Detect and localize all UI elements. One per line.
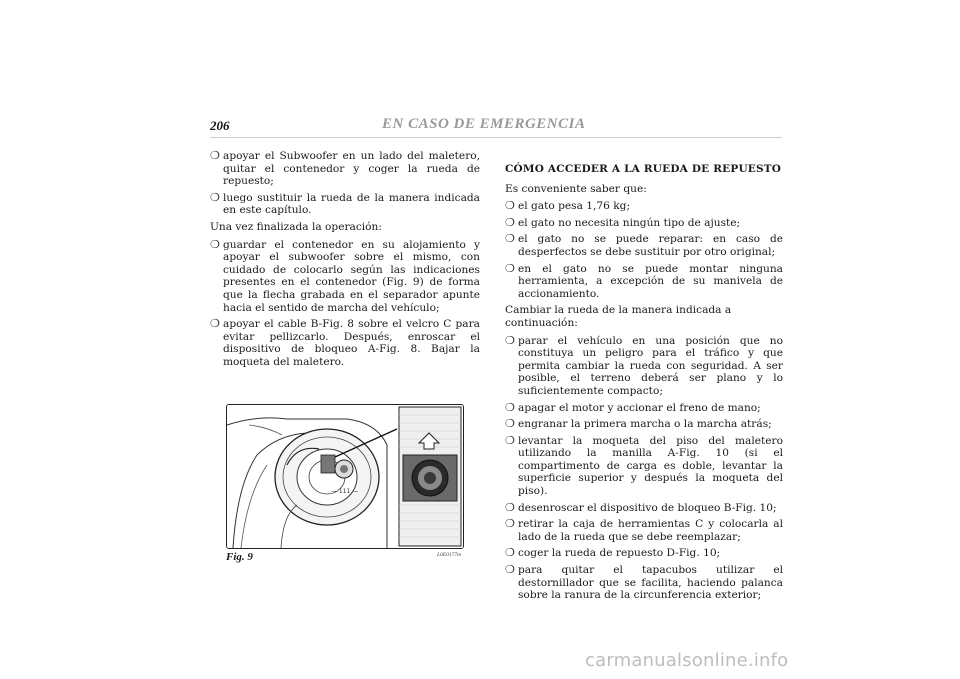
bullet-text: en el gato no se puede montar ninguna herramienta, a excepción de su manivela de accionamiento. — [518, 262, 783, 300]
bullet-text: el gato no necesita ningún tipo de ajuste; — [518, 216, 741, 229]
figure-code: L0E0177m — [437, 552, 462, 558]
bullet-item — [505, 518, 783, 543]
bullet-text: luego sustituir la rueda de la manera indicada en este capítulo. — [223, 191, 480, 217]
right-bullets-1 — [505, 200, 783, 300]
left-intro-after: Una vez finalizada la operación: — [210, 220, 382, 233]
page-number: 206 — [210, 118, 230, 133]
right-intro-2: Cambiar la rueda de la manera indicada a continuación: — [505, 304, 732, 329]
bullet-item — [505, 200, 783, 213]
header-divider — [210, 137, 782, 138]
bullet-item — [210, 192, 480, 217]
bullet-mark: ❍ — [210, 149, 220, 162]
bullet-text: el gato no se puede reparar: en caso de desperfectos se debe sustituir por otro original; — [518, 233, 783, 258]
bullet-item — [505, 564, 783, 602]
left-bullets-top — [210, 150, 480, 217]
bullet-text: apagar el motor y accionar el freno de mano; — [518, 401, 761, 414]
bullet-item — [505, 217, 783, 230]
bullet-mark: ❍ — [505, 517, 515, 531]
bullet-mark: ❍ — [505, 433, 515, 447]
bullet-item — [505, 233, 783, 258]
bullet-mark: ❍ — [505, 261, 515, 275]
section-heading: CÓMO ACCEDER A LA RUEDA DE REPUESTO — [505, 163, 782, 175]
bullet-item — [505, 547, 783, 560]
right-column — [505, 163, 783, 606]
bullet-text: guardar el contenedor en su alojamiento y apoyar el subwoofer sobre el mismo, con cuidado de colocarlo según las indicaciones presentes en el contenedor (Fig. 9) de forma que la flecha grabada en el separador apunte hacia el sentido de marcha del vehículo; — [223, 238, 480, 314]
bullet-text: apoyar el Subwoofer en un lado del maletero, quitar el contenedor y coger la rueda de repuesto; — [223, 150, 480, 188]
bullet-text: parar el vehículo en una posición que no constituya un peligro para el tráfico y que permita cambiar la rueda con seguridad. A ser posible, el terreno deberá ser plano y lo suficientemente compacto; — [518, 334, 783, 397]
trunk-illustration — [226, 404, 464, 549]
bullet-mark: ❍ — [210, 237, 220, 251]
bullet-mark: ❍ — [210, 317, 220, 331]
bullet-item — [505, 418, 783, 431]
bullet-mark: ❍ — [505, 400, 515, 414]
figure-caption: Fig. 9 — [226, 551, 253, 563]
bullet-mark: ❍ — [505, 215, 515, 229]
bullet-item — [505, 502, 783, 515]
bullet-mark: ❍ — [505, 199, 515, 213]
left-column — [210, 150, 480, 373]
bullet-mark: ❍ — [505, 500, 515, 514]
bullet-text: apoyar el cable B-Fig. 8 sobre el velcro C para evitar pellizcarlo. Después, enroscar el dispositivo de bloqueo A-Fig. 8. Bajar la moqueta del maletero. — [223, 318, 480, 368]
bullet-text: coger la rueda de repuesto D-Fig. 10; — [518, 547, 721, 560]
bullet-mark: ❍ — [505, 333, 515, 347]
bullet-item — [505, 335, 783, 398]
bullet-text: desenroscar el dispositivo de bloqueo B-Fig. 10; — [518, 501, 777, 514]
svg-text:— 111 —: — 111 — — [331, 488, 359, 495]
bullet-item — [505, 263, 783, 301]
bullet-text: el gato pesa 1,76 kg; — [518, 200, 631, 213]
bullet-text: retirar la caja de herramientas C y colocarla al lado de la rueda que se debe reemplazar; — [518, 518, 783, 543]
section-title: EN CASO DE EMERGENCIA — [382, 116, 586, 132]
bullet-item — [505, 402, 783, 415]
bullet-mark: ❍ — [210, 190, 220, 204]
bullet-mark: ❍ — [505, 232, 515, 246]
bullet-item — [210, 318, 480, 368]
bullet-item — [505, 435, 783, 498]
left-bullets-after — [210, 239, 480, 369]
bullet-mark: ❍ — [505, 563, 515, 577]
bullet-mark: ❍ — [505, 417, 515, 431]
bullet-mark: ❍ — [505, 546, 515, 560]
right-bullets-2 — [505, 335, 783, 602]
bullet-text: engranar la primera marcha o la marcha atrás; — [518, 418, 772, 431]
right-intro-1: Es conveniente saber que: — [505, 182, 647, 195]
watermark: carmanualsonline.info — [585, 650, 789, 671]
bullet-text: para quitar el tapacubos utilizar el destornillador que se facilita, haciendo palanca sobre la ranura de la circunferencia exterior; — [518, 564, 783, 602]
bullet-text: levantar la moqueta del piso del maletero utilizando la manilla A-Fig. 10 (si el compartimento de carga es doble, levantar la superficie superior y después la moqueta del piso). — [518, 434, 783, 498]
bullet-item — [210, 150, 480, 188]
trunk-drawing — [227, 405, 463, 548]
bullet-item — [210, 239, 480, 315]
